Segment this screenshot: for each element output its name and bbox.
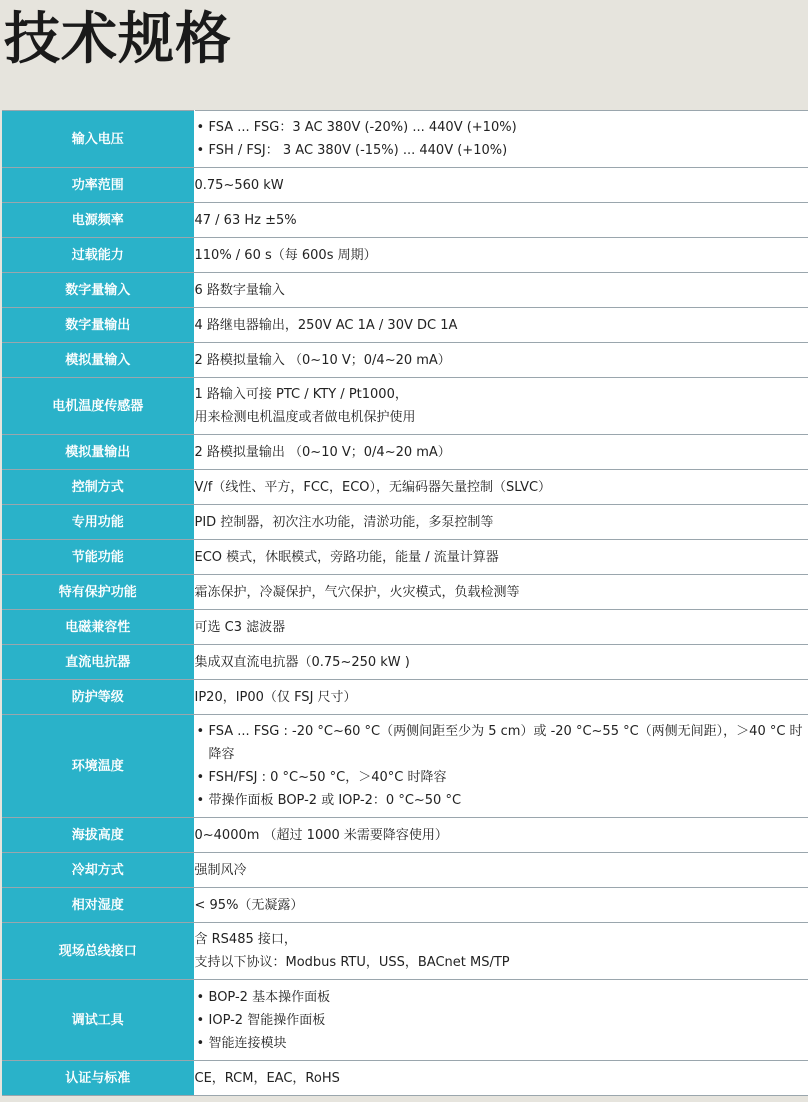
spec-row <box>2 238 808 273</box>
spec-value-line: 可选 C3 滤波器 <box>194 619 286 635</box>
spec-value <box>194 980 808 1061</box>
spec-row <box>2 575 808 610</box>
spec-value-line: CE，RCM，EAC，RoHS <box>194 1070 340 1086</box>
spec-row <box>2 1061 808 1096</box>
spec-label: 相对湿度 <box>2 888 194 923</box>
spec-value-line: 霜冻保护，冷凝保护，气穴保护，火灾模式，负载检测等 <box>194 584 520 600</box>
page-title: 技术规格 <box>4 7 232 72</box>
spec-value <box>194 715 808 818</box>
spec-value-line: 2 路模拟量输出 （0~10 V；0/4~20 mA） <box>194 444 451 460</box>
spec-table <box>2 110 808 1096</box>
spec-value <box>194 505 808 540</box>
spec-label: 电源频率 <box>2 203 194 238</box>
spec-label: 数字量输入 <box>2 273 194 308</box>
spec-row <box>2 818 808 853</box>
spec-bullet-item: • FSH/FSJ : 0 °C~50 °C，＞40°C 时降容 <box>209 766 808 789</box>
spec-value-line: 4 路继电器输出，250V AC 1A / 30V DC 1A <box>194 317 458 333</box>
spec-label: 环境温度 <box>2 715 194 818</box>
spec-label: 冷却方式 <box>2 853 194 888</box>
spec-bullet-item: • BOP-2 基本操作面板 <box>209 986 808 1009</box>
spec-value-line: 2 路模拟量输入 （0~10 V；0/4~20 mA） <box>194 352 451 368</box>
spec-value <box>194 610 808 645</box>
spec-row <box>2 923 808 980</box>
spec-label: 专用功能 <box>2 505 194 540</box>
spec-row <box>2 980 808 1061</box>
spec-bullet-list <box>195 720 808 812</box>
spec-value-line: 0~4000m （超过 1000 米需要降容使用） <box>194 827 448 843</box>
spec-row <box>2 435 808 470</box>
spec-bullet-item: • IOP-2 智能操作面板 <box>209 1009 808 1032</box>
spec-value <box>194 470 808 505</box>
spec-value <box>194 575 808 610</box>
spec-label: 特有保护功能 <box>2 575 194 610</box>
spec-label: 数字量输出 <box>2 308 194 343</box>
spec-row <box>2 470 808 505</box>
spec-bullet-item: • FSH / FSJ： 3 AC 380V (-15%) ... 440V (+10%) <box>209 139 808 162</box>
spec-bullet-item: • FSA ... FSG : -20 °C~60 °C（两侧间距至少为 5 cm）或 -20 °C~55 °C（两侧无间距），＞40 °C 时降容 <box>209 720 808 766</box>
spec-value-line: 强制风冷 <box>194 862 247 878</box>
spec-label: 模拟量输入 <box>2 343 194 378</box>
spec-value <box>194 203 808 238</box>
spec-row <box>2 680 808 715</box>
spec-value <box>194 680 808 715</box>
spec-value <box>194 343 808 378</box>
spec-row <box>2 203 808 238</box>
spec-value <box>194 1061 808 1096</box>
spec-row <box>2 715 808 818</box>
spec-value <box>194 308 808 343</box>
spec-value-line: 含 RS485 接口， <box>194 932 297 947</box>
spec-bullet-item: • 带操作面板 BOP-2 或 IOP-2：0 °C~50 °C <box>209 789 808 812</box>
spec-row <box>2 343 808 378</box>
spec-label: 控制方式 <box>2 470 194 505</box>
spec-value-line: 支持以下协议：Modbus RTU，USS，BACnet MS/TP <box>194 955 510 970</box>
spec-value <box>194 238 808 273</box>
spec-label: 电磁兼容性 <box>2 610 194 645</box>
spec-value-line: 1 路输入可接 PTC / KTY / Pt1000， <box>194 387 408 402</box>
spec-label: 电机温度传感器 <box>2 378 194 435</box>
spec-row <box>2 645 808 680</box>
spec-value <box>194 540 808 575</box>
spec-row <box>2 505 808 540</box>
spec-value <box>194 111 808 168</box>
spec-row <box>2 273 808 308</box>
spec-bullet-item: • FSA ... FSG：3 AC 380V (-20%) ... 440V (+10%) <box>209 116 808 139</box>
spec-label: 直流电抗器 <box>2 645 194 680</box>
spec-value-line: IP20，IP00（仅 FSJ 尺寸） <box>194 689 357 705</box>
spec-row <box>2 378 808 435</box>
spec-label: 节能功能 <box>2 540 194 575</box>
spec-label: 防护等级 <box>2 680 194 715</box>
spec-value <box>194 853 808 888</box>
spec-value-line: < 95%（无凝露） <box>194 897 304 913</box>
spec-label: 模拟量输出 <box>2 435 194 470</box>
spec-label: 调试工具 <box>2 980 194 1061</box>
spec-row <box>2 540 808 575</box>
spec-value-line: 集成双直流电抗器（0.75~250 kW ) <box>194 654 410 670</box>
spec-row <box>2 308 808 343</box>
spec-value <box>194 818 808 853</box>
spec-row <box>2 111 808 168</box>
spec-value-line: 47 / 63 Hz ±5% <box>194 212 297 228</box>
spec-value-line: 6 路数字量输入 <box>194 282 285 298</box>
spec-value-line: 用来检测电机温度或者做电机保护使用 <box>194 410 416 425</box>
spec-value-line: 110% / 60 s（每 600s 周期） <box>194 247 377 263</box>
spec-label: 功率范围 <box>2 168 194 203</box>
spec-value-line: 0.75~560 kW <box>194 177 284 193</box>
spec-label: 海拔高度 <box>2 818 194 853</box>
spec-label: 输入电压 <box>2 111 194 168</box>
spec-value-line: V/f（线性、平方，FCC，ECO），无编码器矢量控制（SLVC） <box>194 479 552 495</box>
spec-row <box>2 610 808 645</box>
spec-row <box>2 168 808 203</box>
spec-value <box>194 273 808 308</box>
spec-bullet-item: • 智能连接模块 <box>209 1032 808 1055</box>
spec-value-line: PID 控制器，初次注水功能，清淤功能，多泵控制等 <box>194 514 494 530</box>
spec-value <box>194 645 808 680</box>
spec-label: 认证与标准 <box>2 1061 194 1096</box>
spec-label: 过载能力 <box>2 238 194 273</box>
spec-value <box>194 923 808 980</box>
spec-value <box>194 888 808 923</box>
spec-label: 现场总线接口 <box>2 923 194 980</box>
spec-bullet-list <box>195 986 808 1055</box>
spec-bullet-list <box>195 116 808 162</box>
spec-value-line: ECO 模式，休眠模式，旁路功能，能量 / 流量计算器 <box>194 549 499 565</box>
spec-value <box>194 435 808 470</box>
spec-row <box>2 853 808 888</box>
spec-value <box>194 378 808 435</box>
spec-row <box>2 888 808 923</box>
spec-value <box>194 168 808 203</box>
